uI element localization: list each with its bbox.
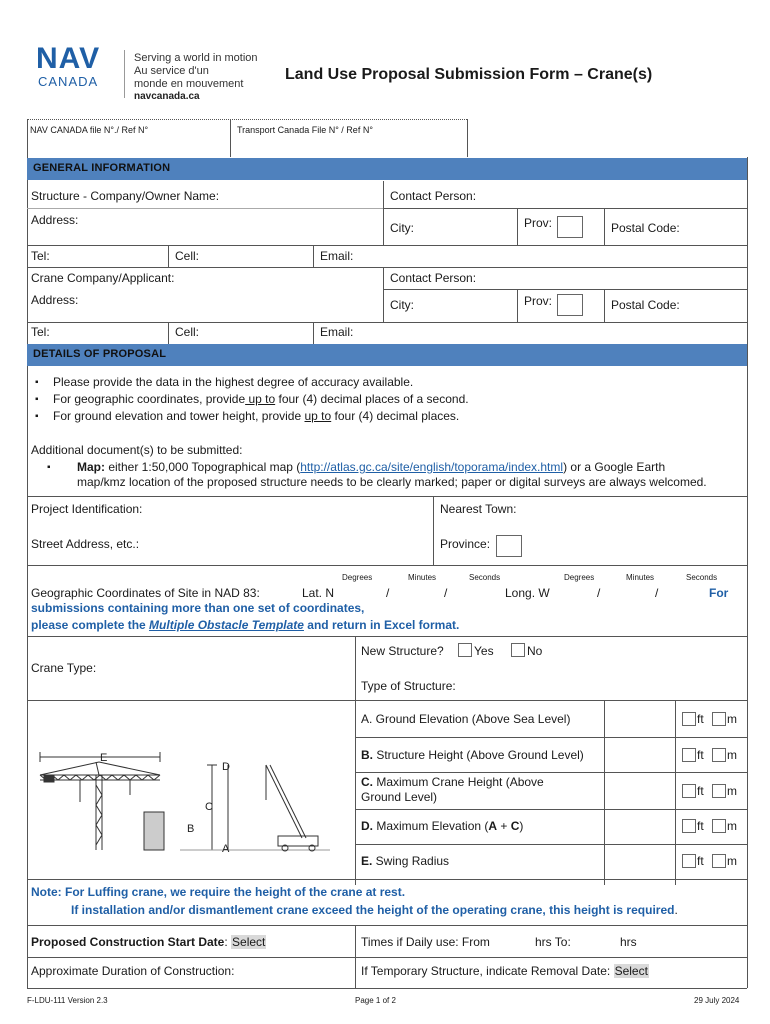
contact-person-label[interactable]: Contact Person: [390, 189, 477, 203]
ground-elevation-ft-label: ft [697, 712, 704, 726]
long-slash-2: / [655, 586, 659, 600]
crane-company-label[interactable]: Crane Company/Applicant: [31, 271, 175, 285]
crane-diagram [30, 740, 350, 870]
hrs-label: hrs [620, 935, 637, 949]
diagram-label-d: D [222, 761, 230, 773]
owner-email-label[interactable]: Email: [320, 249, 354, 263]
new-structure-yes-checkbox[interactable] [458, 643, 472, 657]
diagram-label-a: A [222, 843, 230, 855]
logo-nav-text: NAV [36, 42, 101, 75]
long-seconds-header: Seconds [686, 573, 718, 582]
street-address-label[interactable]: Street Address, etc.: [31, 537, 140, 551]
long-minutes-header: Minutes [626, 573, 655, 582]
diagram-label-c: C [205, 801, 213, 813]
swing-radius-m-label: m [727, 854, 737, 868]
max-crane-height-m-checkbox[interactable] [712, 784, 726, 798]
swing-radius-ft-label: ft [697, 854, 704, 868]
multiple-obstacle-template-link[interactable]: Multiple Obstacle Template [149, 618, 304, 632]
crane-email-label[interactable]: Email: [320, 325, 354, 339]
dismantlement-note: If installation and/or dismantlement crane exceed the height of the operating crane, this height is required. [71, 903, 678, 917]
tagline-fr-1: Au service d'un [134, 65, 209, 77]
logo-divider [124, 50, 125, 98]
structure-height-m-checkbox[interactable] [712, 748, 726, 762]
instruction-elevation: ▪ For ground elevation and tower height, provide up to four (4) decimal places. [31, 408, 469, 425]
max-elevation-ft-checkbox[interactable] [682, 819, 696, 833]
general-information-header [27, 158, 747, 180]
ground-elevation-ft-checkbox[interactable] [682, 712, 696, 726]
ground-elevation-label: A. Ground Elevation (Above Sea Level) [361, 712, 571, 726]
tagline-en: Serving a world in motion [134, 52, 258, 64]
removal-date-label[interactable]: If Temporary Structure, indicate Removal Date: Select [361, 964, 648, 978]
crane-city-label[interactable]: City: [390, 298, 414, 312]
province-input[interactable] [496, 535, 522, 557]
multi-coords-note-2: please complete the Multiple Obstacle Template and return in Excel format. [31, 618, 460, 632]
geo-coordinates-label: Geographic Coordinates of Site in NAD 83: [31, 586, 260, 600]
form-version: F-LDU-111 Version 2.3 [27, 996, 108, 1005]
max-elevation-m-label: m [727, 819, 737, 833]
diagram-label-e: E [100, 752, 108, 764]
form-title: Land Use Proposal Submission Form – Crane(s) [285, 66, 653, 83]
luffing-crane-note: Note: For Luffing crane, we require the height of the crane at rest. [31, 885, 406, 899]
times-daily-use-label[interactable]: Times if Daily use: From [361, 935, 490, 949]
removal-date-select[interactable]: Select [614, 964, 648, 978]
crane-address-label[interactable]: Address: [31, 293, 79, 307]
hrs-to-label: hrs To: [535, 935, 571, 949]
crane-tel-label[interactable]: Tel: [31, 325, 50, 339]
type-of-structure-label[interactable]: Type of Structure: [361, 679, 456, 693]
structure-height-label: B. Structure Height (Above Ground Level) [361, 748, 584, 762]
crane-contact-person-label[interactable]: Contact Person: [390, 271, 477, 285]
new-structure-no-label: No [527, 644, 543, 658]
logo-canada-text: CANADA [38, 74, 99, 89]
owner-postal-label[interactable]: Postal Code: [611, 221, 680, 235]
lat-slash-1: / [386, 586, 390, 600]
province-label: Province: [440, 537, 491, 551]
project-identification-label[interactable]: Project Identification: [31, 502, 143, 516]
crane-type-label[interactable]: Crane Type: [31, 661, 97, 675]
nav-canada-logo [36, 44, 116, 94]
instruction-accuracy: ▪ Please provide the data in the highest degree of accuracy available. [31, 374, 469, 391]
multi-coords-note-1: submissions containing more than one set of coordinates, [31, 601, 365, 615]
max-crane-height-m-label: m [727, 784, 737, 798]
new-structure-yes-label: Yes [474, 644, 494, 658]
lat-slash-2: / [444, 586, 448, 600]
tagline-fr-2: monde en mouvement [134, 78, 244, 90]
crane-postal-label[interactable]: Postal Code: [611, 298, 680, 312]
structure-height-m-label: m [727, 748, 737, 762]
new-structure-label: New Structure? [361, 644, 444, 658]
start-date-select[interactable]: Select [232, 935, 266, 949]
structure-owner-label[interactable]: Structure - Company/Owner Name: [31, 189, 220, 203]
instruction-coordinates: ▪ For geographic coordinates, provide up to four (4) decimal places of a second. [31, 391, 469, 408]
owner-prov-input[interactable] [557, 216, 583, 238]
swing-radius-label: E. Swing Radius [361, 854, 450, 868]
details-of-proposal-header [27, 344, 747, 366]
lat-minutes-header: Minutes [408, 573, 437, 582]
toporama-link[interactable]: http://atlas.gc.ca/site/english/toporama/index.html [300, 460, 564, 474]
ground-elevation-m-checkbox[interactable] [712, 712, 726, 726]
swing-radius-m-checkbox[interactable] [712, 854, 726, 868]
tagline-url: navcanada.ca [134, 91, 200, 102]
longitude-label: Long. W [505, 586, 550, 600]
max-elevation-m-checkbox[interactable] [712, 819, 726, 833]
latitude-label: Lat. N [302, 586, 335, 600]
multi-coords-for: For [709, 586, 729, 600]
nav-canada-file-ref[interactable]: NAV CANADA file N°./ Ref N° [30, 125, 149, 135]
structure-height-ft-label: ft [697, 748, 704, 762]
diagram-label-b: B [187, 823, 195, 835]
lat-seconds-header: Seconds [469, 573, 501, 582]
duration-label[interactable]: Approximate Duration of Construction: [31, 964, 235, 978]
additional-documents-label: Additional document(s) to be submitted: [31, 443, 243, 457]
swing-radius-ft-checkbox[interactable] [682, 854, 696, 868]
page-number: Page 1 of 2 [355, 996, 396, 1005]
owner-cell-label[interactable]: Cell: [175, 249, 200, 263]
crane-prov-input[interactable] [557, 294, 583, 316]
crane-cell-label[interactable]: Cell: [175, 325, 200, 339]
crane-prov-label: Prov: [524, 294, 553, 308]
owner-tel-label[interactable]: Tel: [31, 249, 50, 263]
owner-address-label[interactable]: Address: [31, 213, 79, 227]
transport-canada-file-ref[interactable]: Transport Canada File N° / Ref N° [237, 125, 373, 135]
construction-start-date[interactable]: Proposed Construction Start Date: Select [31, 935, 266, 949]
lat-degrees-header: Degrees [342, 573, 373, 582]
max-crane-height-label: C. Maximum Crane Height (Above Ground Level) [361, 775, 544, 804]
nearest-town-label[interactable]: Nearest Town: [440, 502, 517, 516]
form-date: 29 July 2024 [694, 996, 740, 1005]
map-requirement: ▪ Map: either 1:50,000 Topographical map (http://atlas.gc.ca/site/english/toporama/index.html) or a Google Earth map/kmz location of the proposed structure needs to be clearly marked; paper or digital surveys are always welcomed. [47, 460, 707, 489]
ground-elevation-m-label: m [727, 712, 737, 726]
max-elevation-label: D. Maximum Elevation (A + C) [361, 819, 524, 833]
owner-prov-label: Prov: [524, 216, 553, 230]
max-crane-height-ft-label: ft [697, 784, 704, 798]
details-of-proposal-title: DETAILS OF PROPOSAL [33, 348, 167, 360]
max-elevation-ft-label: ft [697, 819, 704, 833]
max-crane-height-ft-checkbox[interactable] [682, 784, 696, 798]
structure-height-ft-checkbox[interactable] [682, 748, 696, 762]
long-slash-1: / [597, 586, 601, 600]
accuracy-instructions [31, 374, 469, 425]
new-structure-no-checkbox[interactable] [511, 643, 525, 657]
owner-city-label[interactable]: City: [390, 221, 414, 235]
general-information-title: GENERAL INFORMATION [33, 162, 171, 174]
long-degrees-header: Degrees [564, 573, 595, 582]
